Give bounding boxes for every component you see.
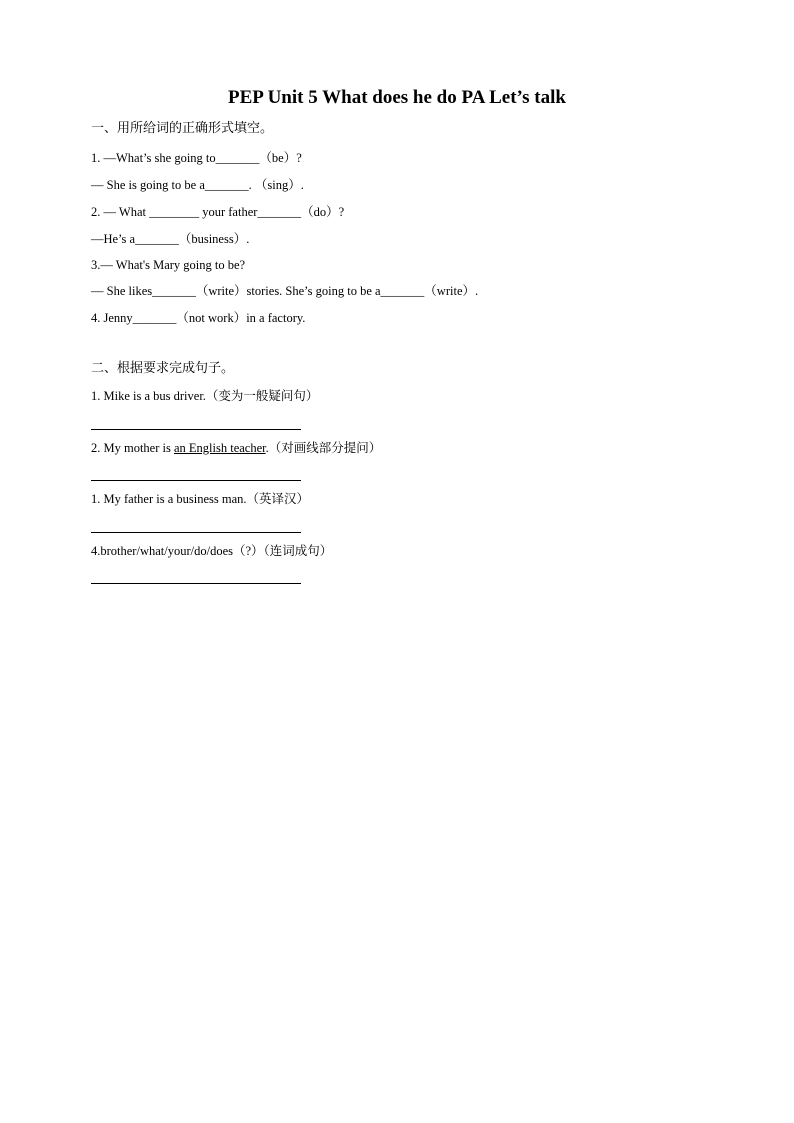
section-1-line-1: 1. —What’s she going to_______（be）? [91,151,302,165]
section-2-question-2 [91,440,381,456]
section-1-heading: 一、用所给词的正确形式填空。 [91,121,274,136]
answer-line-2[interactable] [91,480,301,481]
question-1-text: 1. Mike is a bus driver. [91,389,206,403]
question-2-suffix: . [265,441,269,455]
answer-line-1[interactable] [91,429,301,430]
section-2-question-3 [91,491,309,507]
question-3-instruction: （英译汉） [246,491,310,506]
question-1-instruction: （变为一般疑问句） [205,388,319,403]
question-4-text: 4.brother/what/your/do/does（?） [91,544,264,558]
question-3-text: 1. My father is a business man. [91,492,247,506]
section-1-line-5: 3.— What's Mary going to be? [91,258,246,272]
section-1-line-2: — She is going to be a_______. （sing）. [91,178,304,192]
section-2-heading: 二、根据要求完成句子。 [91,361,235,376]
section-2-question-1 [91,388,318,404]
answer-line-4[interactable] [91,583,301,584]
page-title: PEP Unit 5 What does he do PA Let’s talk [228,87,566,108]
section-1-line-4: —He’s a_______（business）. [91,232,250,246]
section-1-line-6: — She likes_______（write）stories. She’s going to be a_______（write）. [91,284,479,298]
section-1-line-7: 4. Jenny_______（not work）in a factory. [91,311,306,325]
question-4-instruction: （连词成句） [263,543,333,558]
section-1-line-3: 2. — What ________ your father_______（do）? [91,205,345,219]
answer-line-3[interactable] [91,532,301,533]
question-2-instruction: （对画线部分提问） [268,440,382,455]
question-2-prefix: 2. My mother is [91,441,174,455]
section-2-question-4 [91,543,332,559]
question-2-underlined-phrase: an English teacher [173,441,266,455]
